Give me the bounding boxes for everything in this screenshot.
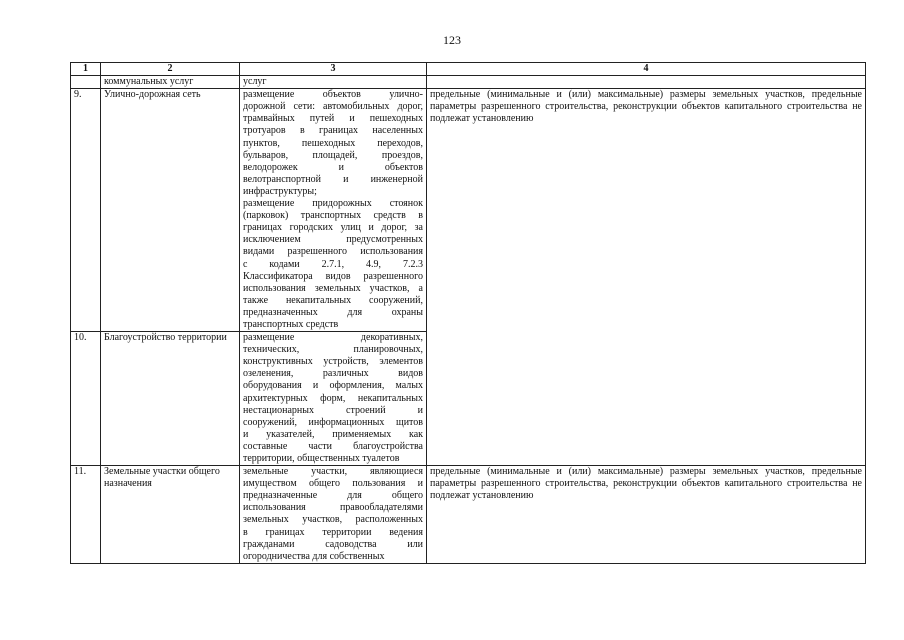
desc-line: тротуаров в границах населенных — [243, 125, 423, 137]
cell-params — [427, 76, 866, 89]
desc-line: пунктов, пешеходных переходов, — [243, 137, 423, 149]
desc-line: технических, планировочных, — [243, 344, 423, 356]
cell-params: предельные (минимальные и (или) максимальные) размеры земельных участков, предельные параметры разрешенного строительства, реконструкции объектов капитального строительства не подлежат установлению — [427, 466, 866, 564]
regulations-table — [70, 62, 866, 564]
desc-line: исключением предусмотренных — [243, 234, 423, 246]
desc-line: видами разрешенного использования — [243, 246, 423, 258]
desc-line: имуществом общего пользования и — [243, 478, 423, 490]
desc-line: инфраструктуры; — [243, 185, 317, 197]
table-row-11 — [71, 466, 866, 564]
desc-line: и указателей, применяемых как — [243, 428, 423, 440]
cell-name: коммунальных услуг — [101, 76, 240, 89]
desc-line: дорожной сети: автомобильных дорог, — [243, 101, 423, 113]
table-row-9 — [71, 89, 866, 332]
desc-line: земельные участки, являющиеся — [243, 466, 423, 478]
desc-line: Классификатора видов разрешенного — [243, 270, 423, 282]
desc-line: велотранспортной и инженерной — [243, 173, 423, 185]
cell-num: 10. — [71, 332, 101, 466]
desc-line: в границах территории ведения — [243, 526, 423, 538]
desc-line: использования правообладателями — [243, 502, 423, 514]
desc-line: озеленения, различных видов — [243, 368, 423, 380]
cell-desc — [240, 466, 427, 564]
header-row — [71, 63, 866, 76]
cell-desc: услуг — [240, 76, 427, 89]
desc-line: огородничества для собственных — [243, 550, 385, 562]
cell-params: предельные (минимальные и (или) максимальные) размеры земельных участков, предельные параметры разрешенного строительства, реконструкции объектов капитального строительства не подлежат установлению — [427, 89, 866, 466]
desc-line: размещение придорожных стоянок — [243, 198, 423, 210]
header-col-3: 3 — [240, 63, 427, 76]
desc-line: земельных участков, расположенных — [243, 514, 423, 526]
desc-line: предназначенные для общего — [243, 490, 423, 502]
desc-line: с кодами 2.7.1, 4.9, 7.2.3 — [243, 258, 423, 270]
desc-line: оборудования и оформления, малых — [243, 380, 423, 392]
desc-line: сооружений, информационных щитов — [243, 416, 423, 428]
desc-line: размещение объектов улично- — [243, 89, 423, 101]
desc-line: (парковок) транспортных средств в — [243, 210, 423, 222]
desc-line: нестационарных строений и — [243, 404, 423, 416]
continuation-row — [71, 76, 866, 89]
cell-desc — [240, 332, 427, 466]
desc-line: размещение декоративных, — [243, 332, 423, 344]
desc-line: гражданами садоводства или — [243, 538, 423, 550]
header-col-1: 1 — [71, 63, 101, 76]
cell-desc — [240, 89, 427, 332]
desc-line: велодорожек и объектов — [243, 161, 423, 173]
cell-name: Улично-дорожная сеть — [101, 89, 240, 332]
desc-line: территории, общественных туалетов — [243, 453, 400, 464]
desc-line: транспортных средств — [243, 318, 339, 330]
cell-name: Благоустройство территории — [101, 332, 240, 466]
header-col-4: 4 — [427, 63, 866, 76]
cell-num — [71, 76, 101, 89]
desc-line: трамвайных путей и пешеходных — [243, 113, 423, 125]
cell-name: Земельные участки общего назначения — [101, 466, 240, 564]
desc-line: конструктивных устройств, элементов — [243, 356, 423, 368]
desc-line: границах городских улиц и дорог, за — [243, 222, 423, 234]
cell-num: 9. — [71, 89, 101, 332]
desc-line: также некапитальных сооружений, — [243, 294, 423, 306]
desc-line: предназначенных для охраны — [243, 306, 423, 318]
header-col-2: 2 — [101, 63, 240, 76]
desc-line: использования земельных участков, а — [243, 282, 423, 294]
cell-num: 11. — [71, 466, 101, 564]
desc-line: архитектурных форм, некапитальных — [243, 392, 423, 404]
page-number: 123 — [443, 33, 461, 47]
desc-line: составные части благоустройства — [243, 440, 423, 452]
desc-line: бульваров, площадей, проездов, — [243, 149, 423, 161]
